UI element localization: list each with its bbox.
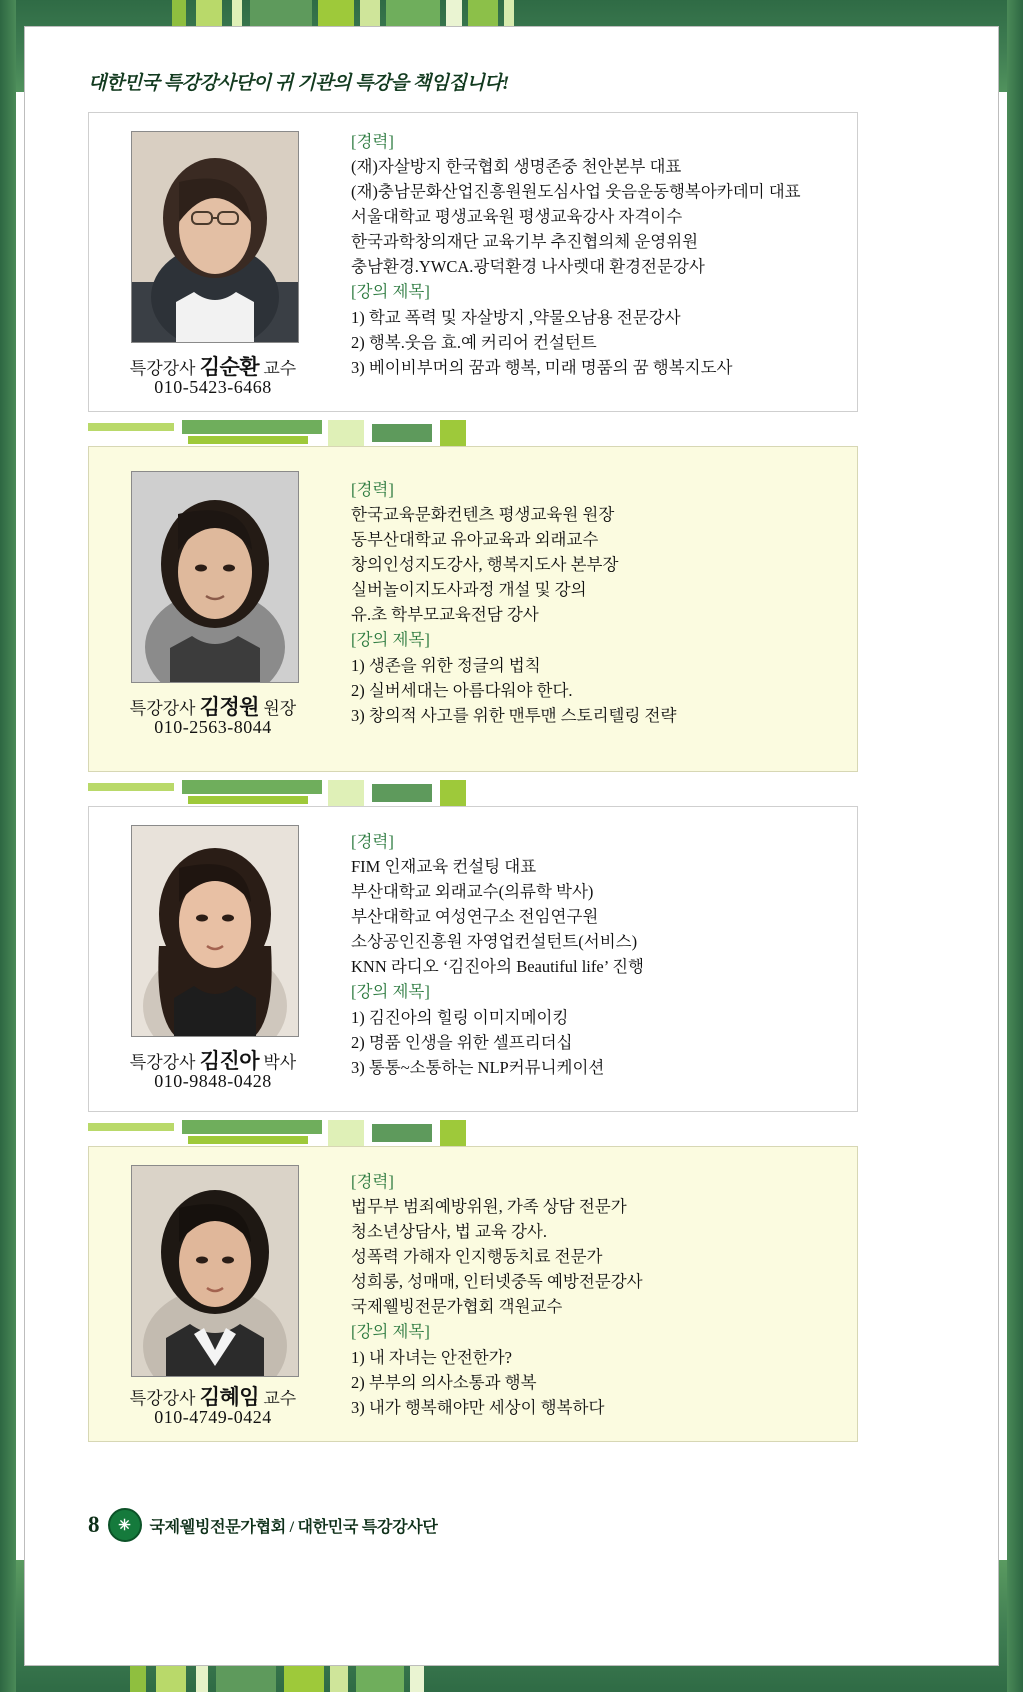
lecturer-card-4 xyxy=(88,1146,858,1442)
career-label: [경력] xyxy=(351,1172,394,1191)
lecture-label: [강의 제목] xyxy=(351,1322,430,1342)
page-title: 대한민국 특강강사단이 귀 기관의 특강을 책임집니다! xyxy=(88,73,509,94)
career-item: 동부산대학교 유아교육과 외래교수 xyxy=(351,530,599,550)
career-item: KNN 라디오 ‘김진아의 Beautiful life’ 진행 xyxy=(351,957,644,977)
lecture-item: 1) 김진아의 힐링 이미지메이킹 xyxy=(351,1007,569,1027)
career-item: 실버놀이지도사과정 개설 및 강의 xyxy=(351,580,587,600)
lecture-label: [강의 제목] xyxy=(351,630,430,650)
career-item: 성희롱, 성매매, 인터넷중독 예방전문강사 xyxy=(351,1272,643,1292)
footer-organization: 국제웰빙전문가협회 / 대한민국 특강강사단 xyxy=(149,1518,438,1536)
lecture-label: [강의 제목] xyxy=(351,982,430,1002)
lecturer-title-suffix: 교수 xyxy=(263,1389,297,1408)
separator-stripes-1 xyxy=(88,420,858,446)
lecturer-card-1 xyxy=(88,112,858,412)
left-border xyxy=(0,0,16,1692)
lecturer-title-suffix: 박사 xyxy=(263,1053,297,1072)
career-item: 충남환경.YWCA.광덕환경 나사렛대 환경전문강사 xyxy=(351,257,705,277)
career-item: 청소년상담사, 법 교육 강사. xyxy=(351,1222,547,1242)
career-item: FIM 인재교육 컨설팅 대표 xyxy=(351,857,537,877)
lecturer-fullname: 김혜임 xyxy=(199,1385,260,1409)
separator-stripes-2 xyxy=(88,780,858,806)
lecturer-phone-1: 010-5423-6468 xyxy=(154,377,272,397)
lecturer-photo-1 xyxy=(131,131,299,343)
lecture-item: 2) 명품 인생을 위한 셀프리더십 xyxy=(351,1032,573,1052)
career-label: [경력] xyxy=(351,132,394,151)
lecture-item: 2) 실버세대는 아름다워야 한다. xyxy=(351,680,573,700)
career-item: 성폭력 가해자 인지행동치료 전문가 xyxy=(351,1247,603,1267)
career-item: 서울대학교 평생교육원 평생교육강사 자격이수 xyxy=(351,207,683,227)
career-label: [경력] xyxy=(351,480,394,499)
lecture-item: 3) 창의적 사고를 위한 맨투맨 스토리텔링 전략 xyxy=(351,705,677,725)
lecturer-photo-2 xyxy=(131,471,299,683)
lecture-item: 2) 부부의 의사소통과 행복 xyxy=(351,1372,537,1392)
career-item: 한국과학창의재단 교육기부 추진협의체 운영위원 xyxy=(351,232,699,252)
lecturer-title-prefix: 특강강사 xyxy=(129,1389,196,1408)
lecture-item: 1) 생존을 위한 정글의 법칙 xyxy=(351,655,541,675)
lecturer-photo-3 xyxy=(131,825,299,1037)
career-label: [경력] xyxy=(351,832,394,851)
lecture-item: 3) 내가 행복해야만 세상이 행복하다 xyxy=(351,1397,605,1417)
career-item: 국제웰빙전문가협회 객원교수 xyxy=(351,1297,563,1317)
lecturer-title-prefix: 특강강사 xyxy=(129,699,196,718)
lecture-item: 3) 통통~소통하는 NLP커뮤니케이션 xyxy=(351,1057,605,1077)
career-item: (재)자살방지 한국협회 생명존중 천안본부 대표 xyxy=(351,157,682,177)
lecture-item: 1) 내 자녀는 안전한가? xyxy=(351,1347,512,1367)
career-item: 법무부 범죄예방위원, 가족 상담 전문가 xyxy=(351,1197,627,1217)
lecturer-details-1 xyxy=(351,129,843,380)
lecturer-details-2 xyxy=(351,477,843,728)
lecturer-phone-4: 010-4749-0424 xyxy=(154,1407,272,1427)
lecturer-fullname: 김진아 xyxy=(199,1049,260,1073)
career-item: 부산대학교 외래교수(의류학 박사) xyxy=(351,882,594,902)
lecturer-title-suffix: 원장 xyxy=(263,699,297,718)
lecturer-details-4 xyxy=(351,1169,843,1420)
lecture-item: 1) 학교 폭력 및 자살방지 ,약물오남용 전문강사 xyxy=(351,307,681,327)
asterisk-badge-icon: ✳ xyxy=(108,1508,142,1542)
lecturer-title-prefix: 특강강사 xyxy=(129,1053,196,1072)
page-footer xyxy=(88,1508,888,1542)
career-item: 소상공인진흥원 자영업컨설턴트(서비스) xyxy=(351,932,638,952)
lecture-label: [강의 제목] xyxy=(351,282,430,302)
lecturer-card-3 xyxy=(88,806,858,1112)
lecture-item: 2) 행복.웃음 효.예 커리어 컨설턴트 xyxy=(351,332,597,352)
separator-stripes-3 xyxy=(88,1120,858,1146)
lecturer-title-suffix: 교수 xyxy=(263,359,297,378)
lecturer-title-prefix: 특강강사 xyxy=(129,359,196,378)
career-item: 한국교육문화컨텐츠 평생교육원 원장 xyxy=(351,505,615,525)
career-item: 유.초 학부모교육전담 강사 xyxy=(351,605,539,625)
page-number: 8 xyxy=(88,1512,100,1537)
lecturer-phone-3: 010-9848-0428 xyxy=(154,1071,272,1091)
lecturer-phone-2: 010-2563-8044 xyxy=(154,717,272,737)
lecture-item: 3) 베이비부머의 꿈과 행복, 미래 명품의 꿈 행복지도사 xyxy=(351,357,733,377)
career-item: 부산대학교 여성연구소 전임연구원 xyxy=(351,907,599,927)
lecturer-fullname: 김정원 xyxy=(199,695,260,719)
career-item: 창의인성지도강사, 행복지도사 본부장 xyxy=(351,555,619,575)
lecturer-details-3 xyxy=(351,829,843,1080)
lecturer-photo-4 xyxy=(131,1165,299,1377)
right-border xyxy=(1007,0,1023,1692)
lecturer-fullname: 김순환 xyxy=(199,355,260,379)
career-item: (재)충남문화산업진흥원원도심사업 웃음운동행복아카데미 대표 xyxy=(351,182,801,202)
lecturer-card-2 xyxy=(88,446,858,772)
